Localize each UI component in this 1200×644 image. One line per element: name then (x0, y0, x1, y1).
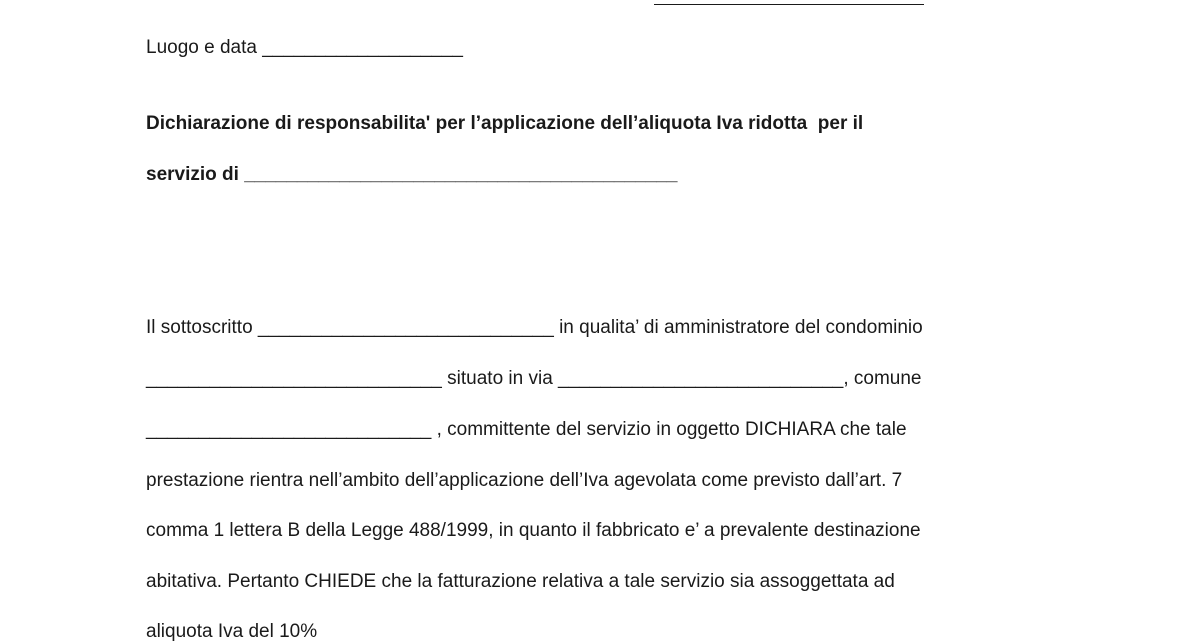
body-line-4: prestazione rientra nell’ambito dell’applicazione dell’Iva agevolata come previsto dall’art. 7 (146, 470, 903, 491)
body-line-2: ____________________________ situato in via ___________________________, comune (146, 368, 922, 389)
body-line-1: Il sottoscritto ____________________________ in qualita’ di amministratore del condominio (146, 317, 923, 338)
declaration-title-line-2: servizio di _________________________________________ (146, 164, 678, 185)
place-and-date-line: Luogo e data ___________________ (146, 37, 463, 58)
body-line-6: abitativa. Pertanto CHIEDE che la fatturazione relativa a tale servizio sia assoggettata ad (146, 571, 895, 592)
body-line-7: aliquota Iva del 10% (146, 621, 318, 642)
declaration-title-line-1: Dichiarazione di responsabilita' per l’applicazione dell’aliquota Iva ridotta per il (146, 113, 864, 134)
body-line-5: comma 1 lettera B della Legge 488/1999, in quanto il fabbricato e’ a prevalente destinazione (146, 520, 921, 541)
top-signature-line (654, 4, 924, 5)
body-line-3: ___________________________ , committente del servizio in oggetto DICHIARA che tale (146, 419, 907, 440)
